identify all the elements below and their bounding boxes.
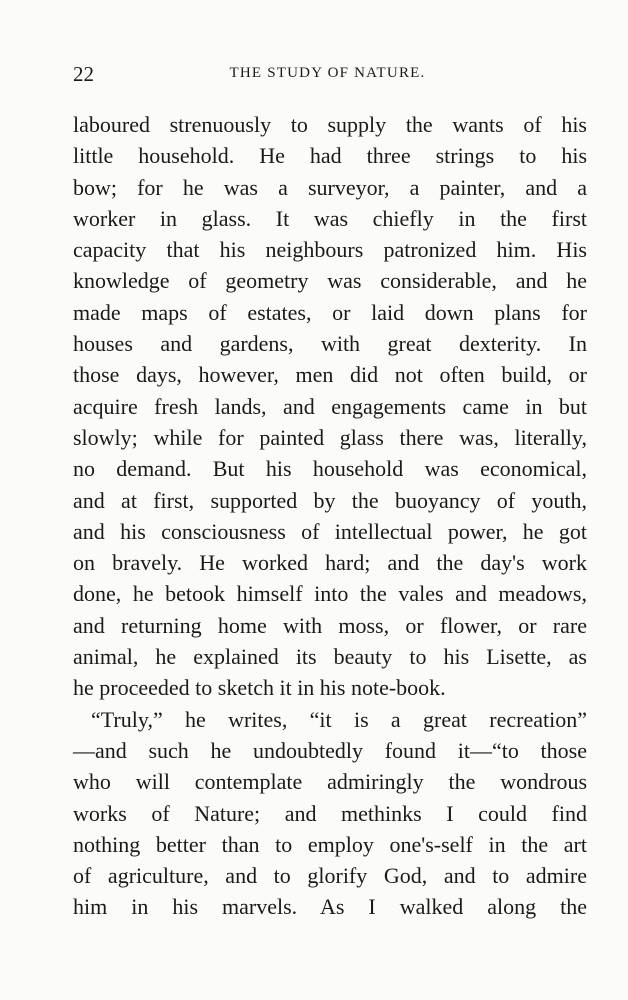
text-line: houses and gardens, with great dexterity. In: [73, 331, 587, 357]
text-line: on bravely. He worked hard; and the day's work: [73, 550, 587, 576]
text-line: animal, he explained its beauty to his Lisette, as: [73, 644, 587, 670]
text-line: works of Nature; and methinks I could find: [73, 800, 587, 826]
text-line: capacity that his neighbours patronized him. His: [73, 237, 587, 263]
text-line: and at first, supported by the buoyancy of youth,: [73, 487, 587, 513]
running-head: [73, 62, 582, 88]
text-line: slowly; while for painted glass there was, literally,: [73, 424, 587, 450]
text-line: nothing better than to employ one's-self in the art: [73, 831, 587, 857]
running-title: THE STUDY OF NATURE.: [229, 65, 426, 81]
text-line: of agriculture, and to glorify God, and to admire: [73, 863, 587, 889]
text-line: done, he betook himself into the vales and meadows,: [73, 581, 587, 607]
text-line: bow; for he was a surveyor, a painter, and a: [73, 174, 587, 200]
text-line: he proceeded to sketch it in his note-book.: [73, 675, 446, 701]
text-line: and returning home with moss, or flower, or rare: [73, 612, 587, 638]
text-line: worker in glass. It was chiefly in the first: [73, 205, 587, 231]
text-line: laboured strenuously to supply the wants of his: [73, 112, 587, 137]
text-line: little household. He had three strings to his: [73, 143, 587, 169]
text-line: knowledge of geometry was considerable, and he: [73, 268, 587, 294]
text-line: “Truly,” he writes, “it is a great recreation”: [91, 706, 587, 732]
text-line: who will contemplate admiringly the wondrous: [73, 769, 587, 795]
text-line: acquire fresh lands, and engagements came in but: [73, 393, 587, 419]
text-line: and his consciousness of intellectual power, he got: [73, 518, 587, 544]
body-text: [73, 109, 587, 923]
text-line: made maps of estates, or laid down plans for: [73, 299, 587, 325]
text-line: no demand. But his household was economical,: [73, 456, 587, 482]
text-line: those days, however, men did not often build, or: [73, 362, 587, 388]
text-line: him in his marvels. As I walked along the: [73, 894, 587, 920]
page-number: 22: [73, 62, 94, 86]
text-line: —and such he undoubtedly found it—“to those: [73, 737, 587, 763]
